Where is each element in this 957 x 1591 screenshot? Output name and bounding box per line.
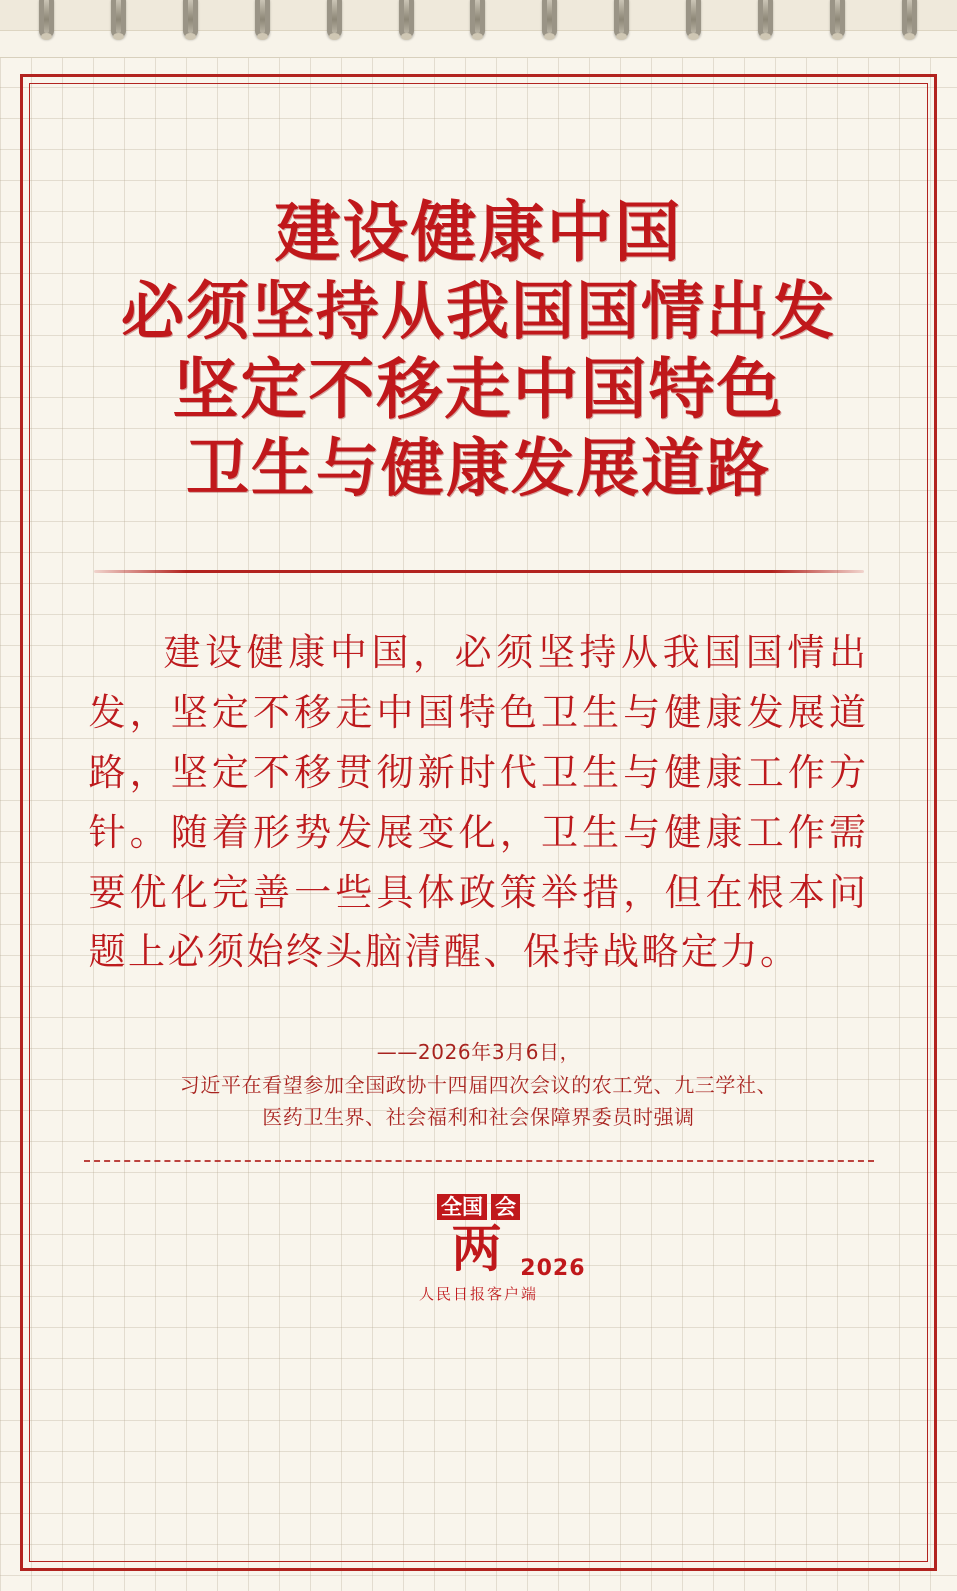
headline-line-4: 卫生与健康发展道路 — [186, 431, 771, 505]
headline-line-3: 坚定不移走中国特色 — [172, 351, 785, 429]
logo-chip-left: 全国 — [437, 1194, 487, 1220]
headline-line-1: 建设健康中国 — [274, 194, 683, 271]
spiral-ring-icon — [34, 0, 60, 46]
spiral-ring-icon — [394, 0, 420, 46]
attribution-source-line-2: 医药卫生界、社会福利和社会保障界委员时强调 — [262, 1105, 695, 1130]
spiral-ring-icon — [322, 0, 348, 46]
spiral-ring-icon — [537, 0, 563, 46]
poster-content — [29, 83, 928, 1562]
logo-main-character — [364, 1218, 594, 1282]
brand-logo — [364, 1186, 594, 1304]
footer-dashed-divider — [84, 1160, 874, 1162]
attribution-source-line-1: 习近平在看望参加全国政协十四届四次会议的农工党、九三学社、 — [179, 1072, 778, 1097]
spiral-ring-icon — [681, 0, 707, 46]
spiral-ring-icon — [897, 0, 923, 46]
attribution-block — [89, 1036, 869, 1133]
spiral-ring-icon — [609, 0, 635, 46]
logo-chip-right: 会 — [491, 1194, 520, 1220]
spiral-ring-icon — [250, 0, 276, 46]
spiral-rings — [0, 0, 957, 56]
spiral-ring-icon — [753, 0, 779, 46]
logo-subtitle: 人民日报客户端 — [418, 1284, 538, 1303]
headline-line-2: 必须坚持从我国国情出发 — [121, 274, 836, 348]
attribution-date: ——2026年3月6日， — [376, 1040, 581, 1065]
spiral-ring-icon — [106, 0, 132, 46]
logo-top-row — [364, 1186, 594, 1220]
logo-main-text: 两 — [451, 1218, 506, 1278]
quote-body-text: 建设健康中国，必须坚持从我国国情出发，坚定不移走中国特色卫生与健康发展道路，坚定不移贯彻新时代卫生与健康工作方针。随着形势发展变化，卫生与健康工作需要优化完善一些具体政策举措，但在根本问题上必须始终头脑清醒、保持战略定力。 — [88, 630, 869, 974]
title-divider — [94, 570, 864, 573]
spiral-ring-icon — [178, 0, 204, 46]
logo-year: 2026 — [520, 1256, 586, 1282]
page-title — [69, 193, 888, 508]
spiral-ring-icon — [825, 0, 851, 46]
spiral-ring-icon — [465, 0, 491, 46]
